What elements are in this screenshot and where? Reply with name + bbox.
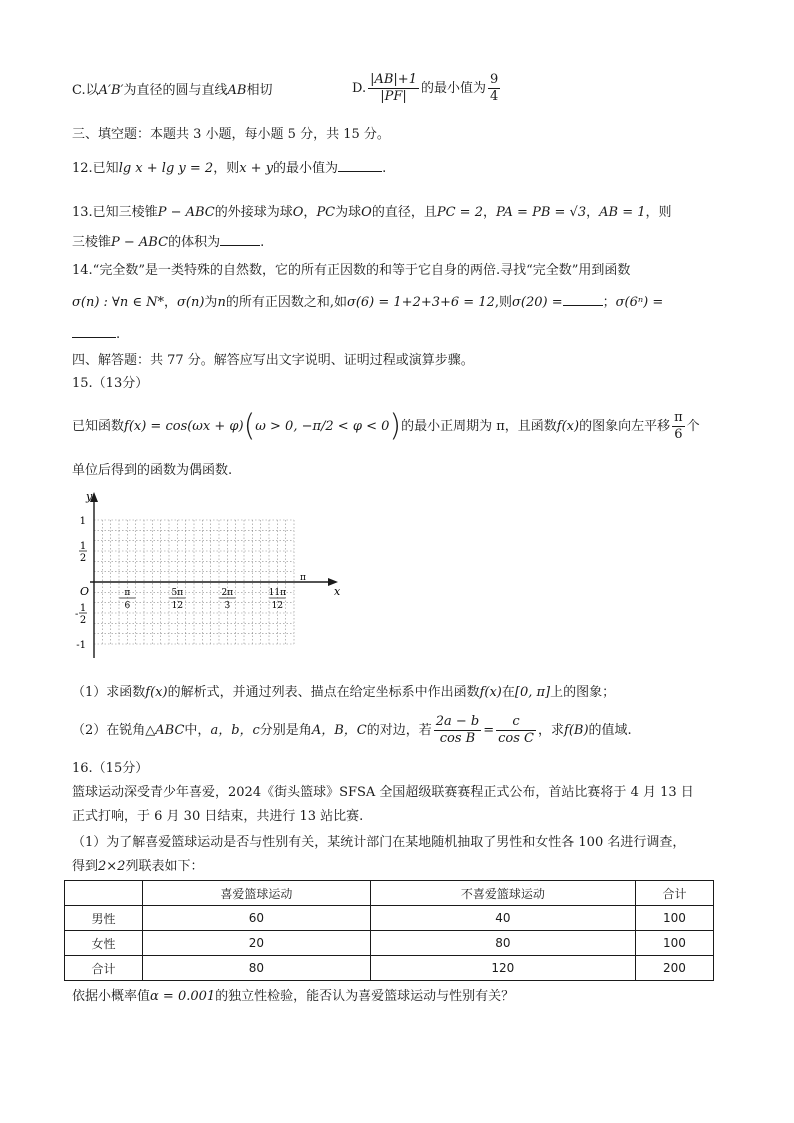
table-cell: 80 — [143, 956, 371, 981]
x-tick-label-denominator: 12 — [171, 601, 184, 611]
table-cell: 20 — [143, 931, 371, 956]
q14-answer-blank-2[interactable] — [72, 337, 116, 338]
table-cell: 女性 — [65, 931, 143, 956]
q14-text-d: 的所有正因数之和,如 — [225, 295, 347, 310]
q14-n: n — [217, 295, 226, 310]
q13-ab: AB = 1 — [599, 205, 646, 220]
p1-function: f(x) — [145, 685, 168, 700]
x-axis-label: x — [334, 585, 341, 598]
q14-sigma-20: σ(20) = — [512, 295, 563, 310]
q13-text-b: 的外接球为球 — [214, 205, 293, 220]
q12-prefix: 12.已知 — [72, 161, 119, 176]
q15-shift-fraction — [672, 410, 685, 443]
x-tick-label-denominator: 3 — [224, 601, 231, 611]
option-d-value — [488, 72, 500, 105]
q16-line-2: 正式打响，于 6 月 30 日结束，共进行 13 站比赛. — [72, 809, 364, 824]
y-axis-label: y — [86, 490, 93, 503]
option-c-suffix: 相切 — [246, 83, 273, 98]
p2-num-1: 2a − b — [435, 714, 480, 729]
option-d-denominator: |PF| — [380, 89, 407, 104]
q16-text-a: 得到 — [72, 859, 99, 874]
y-tick-label-denominator: 2 — [79, 553, 87, 564]
table-cell: 80 — [370, 931, 635, 956]
q16-alpha: α = 0.001 — [150, 989, 216, 1004]
q15-line-1 — [72, 410, 700, 443]
p2-den-2: cos C — [498, 731, 534, 746]
q12-expression: lg x + lg y = 2 — [118, 161, 214, 176]
q14-sigma-n: σ(n) — [177, 295, 205, 310]
p2-text-d: 的对边，若 — [366, 723, 432, 738]
option-d-numerator: |AB|+1 — [370, 72, 417, 87]
p1-interval: [0, π] — [514, 685, 551, 700]
shift-denominator: 6 — [674, 427, 683, 442]
y-tick-label-denominator: 2 — [79, 615, 87, 626]
q15-line-2: 单位后得到的函数为偶函数. — [72, 463, 233, 478]
question-14-line-2 — [72, 294, 663, 312]
segment-a-b-prime: A′B′ — [98, 83, 124, 98]
p2-fraction-1 — [434, 714, 482, 747]
q15-text-a: 已知函数 — [72, 419, 125, 434]
x-end-label: π — [300, 573, 306, 583]
q15-function-2: f(x) — [556, 419, 580, 434]
q13-pa-pb: PA = PB = √3 — [495, 205, 587, 220]
q14-text-c: 为 — [204, 295, 218, 310]
p1-text-a: （1）求函数 — [72, 685, 146, 700]
q16-text-b: 列联表如下： — [125, 859, 204, 874]
q12-end: . — [382, 161, 387, 176]
left-paren: ( — [243, 408, 256, 444]
q12-mid: ，则 — [213, 161, 240, 176]
q13-pc: PC — [316, 205, 336, 220]
y-tick-label: -1 — [76, 640, 86, 651]
table-row — [65, 906, 714, 931]
question-13-line-1 — [72, 204, 672, 222]
table-header-cell — [65, 881, 143, 906]
contingency-table — [64, 880, 714, 981]
q13-text-c: ， — [303, 205, 317, 220]
q16-line-3: （1）为了解喜爱篮球运动是否与性别有关，某统计部门在某地随机抽取了男性和女性各 100 名进行调查， — [72, 835, 686, 850]
p2-text-c: 分别是角 — [259, 723, 312, 738]
x-tick-label-numerator: 11π — [268, 588, 287, 598]
q12-sum: x + y — [239, 161, 274, 176]
table-header-row — [65, 881, 714, 906]
table-header-cell: 不喜爱篮球运动 — [370, 881, 635, 906]
x-tick-label-numerator: π — [124, 588, 131, 598]
q13-sphere-o-2: O — [361, 205, 372, 220]
q13-text-l2a: 三棱锥 — [72, 235, 112, 250]
q13-text-h: ，则 — [645, 205, 672, 220]
p2-equals: = — [483, 723, 495, 738]
option-d — [352, 72, 502, 105]
p1-function-2: f(x) — [479, 685, 502, 700]
table-cell: 男性 — [65, 906, 143, 931]
option-d-fraction — [368, 72, 419, 105]
option-d-prefix: D. — [352, 81, 367, 96]
shift-numerator: π — [674, 410, 683, 425]
q16-line-5 — [72, 988, 514, 1006]
q13-pyramid: P − ABC — [157, 205, 215, 220]
q14-text-e: ,则 — [494, 295, 513, 310]
right-paren: ) — [389, 408, 402, 444]
p2-den-1: cos B — [439, 731, 476, 746]
q15-text-c: 的图象向左平移 — [579, 419, 671, 434]
p2-angles: A，B，C — [311, 723, 367, 738]
option-d-text: 的最小值为 — [420, 81, 486, 96]
q13-pyramid-2: P − ABC — [111, 235, 169, 250]
q13-text-g: ， — [586, 205, 600, 220]
q15-condition: ω > 0, −π/2 < φ < 0 — [255, 419, 390, 434]
q16-table-size: 2×2 — [98, 859, 126, 874]
q15-function: f(x) = cos(ωx + φ) — [124, 419, 244, 434]
coordinate-grid — [72, 490, 341, 670]
q15-text-d: 个 — [686, 419, 700, 434]
q16-text-d: 的独立性检验，能否认为喜爱篮球运动与性别有关？ — [215, 989, 515, 1004]
q14-sigma-6n: σ(6ⁿ) = — [615, 295, 664, 310]
x-tick-label-numerator: 2π — [221, 588, 234, 598]
q16-heading: 16.（15分） — [72, 761, 149, 776]
table-row — [65, 931, 714, 956]
x-tick-label-numerator: 5π — [171, 588, 184, 598]
q14-answer-blank-1[interactable] — [563, 305, 603, 306]
question-12 — [72, 160, 386, 178]
x-tick-label-denominator: 12 — [271, 601, 284, 611]
p2-triangle: △ABC — [145, 723, 185, 738]
p2-text-e: ，求 — [538, 723, 565, 738]
p1-text-c: 在 — [501, 685, 515, 700]
p2-sides: a，b，c — [210, 723, 260, 738]
q14-end: . — [116, 327, 121, 342]
axis-labels — [75, 490, 341, 651]
q13-text-a: 13.已知三棱锥 — [72, 205, 158, 220]
q15-heading: 15.（13分） — [72, 376, 149, 391]
value-numerator: 9 — [489, 72, 499, 87]
table-header-cell: 合计 — [635, 881, 713, 906]
y-tick-label: 1 — [79, 516, 86, 527]
p2-text-b: 中， — [184, 723, 211, 738]
q13-text-e: 的直径，且 — [371, 205, 437, 220]
question-13-line-2 — [72, 234, 264, 252]
table-cell: 100 — [635, 931, 713, 956]
q14-sigma-def: σ(n) : ∀n ∈ N* — [72, 295, 165, 310]
q13-pc-value: PC = 2 — [436, 205, 483, 220]
q14-text-b: ， — [164, 295, 178, 310]
q16-line-4 — [72, 858, 203, 876]
table-row — [65, 956, 714, 981]
y-tick-label-sign: - — [75, 609, 79, 620]
q14-example: σ(6) = 1+2+3+6 = 12 — [346, 295, 495, 310]
table-cell: 200 — [635, 956, 713, 981]
option-c — [72, 82, 272, 100]
y-tick-label-numerator: 1 — [79, 603, 87, 614]
section-4-heading: 四、解答题：共 77 分。解答应写出文字说明、证明过程或演算步骤。 — [72, 353, 474, 368]
table-cell: 40 — [370, 906, 635, 931]
q13-text-f: ， — [482, 205, 496, 220]
p2-fb: f(B) — [564, 723, 589, 738]
origin-label: O — [80, 585, 90, 598]
p2-fraction-2 — [496, 714, 536, 747]
p2-num-2: c — [496, 714, 536, 731]
q13-text-d: 为球 — [335, 205, 362, 220]
q12-text: 的最小值为 — [273, 161, 339, 176]
value-denominator: 4 — [489, 89, 499, 104]
q13-sphere-o: O — [292, 205, 304, 220]
section-3-heading: 三、填空题：本题共 3 小题，每小题 5 分，共 15 分。 — [72, 127, 390, 142]
q13-end: . — [260, 235, 265, 250]
x-tick-label-denominator: 6 — [124, 601, 131, 611]
table-cell: 60 — [143, 906, 371, 931]
p2-text-f: 的值域. — [588, 723, 632, 738]
p2-text-a: （2）在锐角 — [72, 723, 146, 738]
p1-text-d: 上的图象； — [550, 685, 616, 700]
line-ab: AB — [227, 83, 247, 98]
option-c-prefix: C.以 — [72, 83, 99, 98]
q16-line-1: 篮球运动深受青少年喜爱，2024《街头篮球》SFSA 全国超级联赛赛程正式公布，首站比赛将于 4 月 13 日 — [72, 785, 694, 800]
table-cell: 100 — [635, 906, 713, 931]
q12-answer-blank[interactable] — [338, 171, 382, 172]
q15-part-2 — [72, 714, 632, 747]
q16-text-c: 依据小概率值 — [72, 989, 151, 1004]
table-cell: 120 — [370, 956, 635, 981]
question-14-line-1: 14.“完全数”是一类特殊的自然数，它的所有正因数的和等于它自身的两倍.寻找“完全数”用到函数 — [72, 263, 631, 278]
p1-text-b: 的解析式，并通过列表、描点在给定坐标系中作出函数 — [167, 685, 480, 700]
table-header-cell: 喜爱篮球运动 — [143, 881, 371, 906]
question-14-line-3 — [72, 326, 120, 344]
y-tick-label-numerator: 1 — [79, 541, 87, 552]
option-c-text: 为直径的圆与直线 — [123, 83, 228, 98]
q13-text-l2b: 的体积为 — [168, 235, 221, 250]
q15-text-b: 的最小正周期为 π，且函数 — [401, 419, 557, 434]
table-cell: 合计 — [65, 956, 143, 981]
q15-part-1 — [72, 684, 615, 702]
q14-text-f: ； — [602, 295, 616, 310]
q13-answer-blank[interactable] — [220, 245, 260, 246]
